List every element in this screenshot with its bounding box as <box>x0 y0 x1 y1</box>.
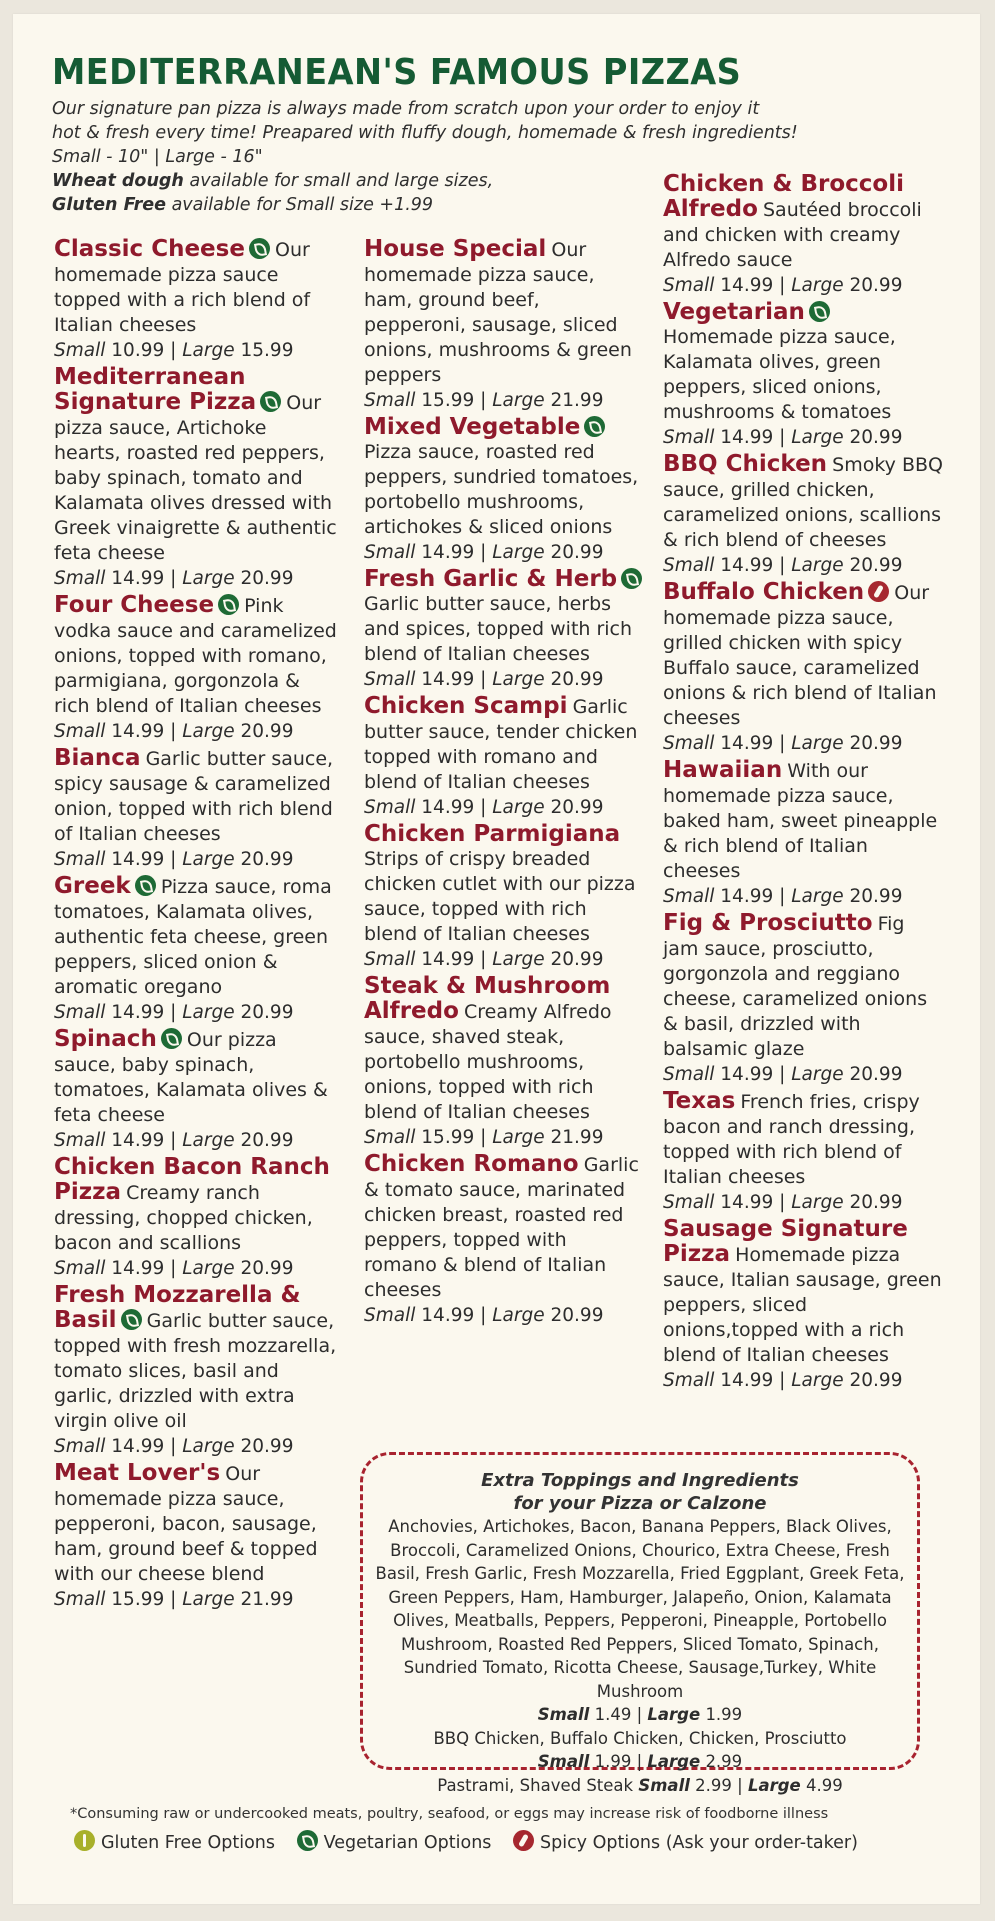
small-label: Small <box>663 1192 715 1213</box>
menu-item-header <box>54 1461 339 1587</box>
menu-item-price <box>364 795 644 820</box>
menu-item-description: Strips of crispy breaded chicken cutlet with our pizza sauce, topped with rich blend of Italian cheeses <box>364 848 636 945</box>
large-label: Large <box>492 390 545 411</box>
menu-item <box>663 758 943 909</box>
menu-item-name: Buffalo Chicken <box>663 579 865 605</box>
large-price: 20.99 <box>849 555 903 576</box>
vegetarian-icon <box>135 875 156 896</box>
menu-item <box>364 974 644 1150</box>
menu-item <box>364 1152 644 1328</box>
price-separator: | <box>773 275 792 296</box>
small-price: 14.99 <box>111 721 165 742</box>
large-label: Large <box>791 275 844 296</box>
small-price: 14.99 <box>720 427 774 448</box>
price-separator: | <box>773 733 792 754</box>
price-separator: | <box>773 1064 792 1085</box>
food-safety-footnote: *Consuming raw or undercooked meats, poultry, seafood, or eggs may increase risk of foodborne illness <box>70 1806 829 1822</box>
menu-item-price <box>364 1303 644 1328</box>
gluten-label: Gluten Free <box>52 195 167 215</box>
small-price: 14.99 <box>720 1370 774 1391</box>
large-label: Large <box>492 1305 545 1326</box>
large-label: Large <box>182 568 235 589</box>
menu-item-description: Our homemade pizza sauce, pepperoni, bacon, sausage, ham, ground beef & topped with our cheese blend <box>54 1463 318 1585</box>
menu-item-header <box>54 746 339 847</box>
gluten-text: available for Small size +1.99 <box>166 195 434 215</box>
menu-item-name: Bianca <box>54 745 141 771</box>
large-label: Large <box>492 949 545 970</box>
large-price: 20.99 <box>550 797 604 818</box>
vegetarian-icon <box>218 594 239 615</box>
large-label: Large <box>647 1752 701 1771</box>
small-price: 14.99 <box>111 1436 165 1457</box>
small-label: Small <box>54 1002 106 1023</box>
small-label: Small <box>54 1436 106 1457</box>
menu-item-name: Chicken Scampi <box>364 693 568 719</box>
menu-item-description: Homemade pizza sauce, Italian sausage, green peppers, sliced onions,topped with a rich blend of Italian cheeses <box>663 1244 942 1366</box>
menu-item-price <box>663 1368 943 1393</box>
menu-item-name: Chicken & Broccoli Alfredo <box>663 171 905 222</box>
small-label: Small <box>364 949 416 970</box>
menu-item-header <box>364 415 644 540</box>
menu-column-3 <box>663 172 943 1395</box>
menu-item-header <box>663 580 943 731</box>
large-label: Large <box>791 886 844 907</box>
menu-item-header <box>54 593 339 719</box>
menu-item-price <box>364 1125 644 1150</box>
menu-item <box>54 1155 339 1281</box>
menu-item-description: Our pizza sauce, baby spinach, tomatoes, Kalamata olives & feta cheese <box>54 1029 328 1126</box>
menu-item-description: Garlic butter sauce, spicy sausage & caramelized onion, topped with rich blend of Italian cheeses <box>54 748 334 845</box>
large-price: 20.99 <box>240 849 294 870</box>
small-label: Small <box>54 1589 106 1610</box>
menu-item-name: Steak & Mushroom Alfredo <box>364 973 611 1024</box>
intro-line-2: hot & fresh every time! Preapared with fluffy dough, homemade & fresh ingredients! <box>52 123 798 143</box>
menu-item-description: Our homemade pizza sauce, ham, ground beef, pepperoni, sausage, sliced onions, mushrooms & green peppers <box>364 239 632 386</box>
menu-item-header <box>663 1089 943 1190</box>
menu-item <box>364 694 644 820</box>
extras-small-price-2: 1.99 <box>594 1752 632 1771</box>
legend-spicy-label: Spicy Options (Ask your order-taker) <box>539 1833 858 1853</box>
menu-item-price <box>663 553 943 578</box>
menu-item-name: Fresh Mozzarella & Basil <box>54 1282 301 1333</box>
extras-large-price-3: 4.99 <box>806 1775 843 1795</box>
vegetarian-icon <box>584 416 605 437</box>
small-price: 10.99 <box>111 340 165 361</box>
menu-item-description: Sautéed broccoli and chicken with creamy Alfredo sauce <box>663 199 922 271</box>
price-separator: | <box>773 886 792 907</box>
large-label: Large <box>182 340 235 361</box>
large-label: Large <box>492 542 545 563</box>
small-price: 14.99 <box>111 1130 165 1151</box>
price-separator: | <box>474 797 493 818</box>
menu-item-header <box>364 237 644 388</box>
large-label: Large <box>182 849 235 870</box>
large-price: 21.99 <box>550 390 604 411</box>
extras-small-price-3: 2.99 <box>695 1775 732 1795</box>
small-label: Small <box>663 427 715 448</box>
small-price: 14.99 <box>421 1305 475 1326</box>
large-label: Large <box>492 669 545 690</box>
price-separator: | <box>474 1127 493 1148</box>
large-label: Large <box>791 555 844 576</box>
menu-item-description: Garlic butter sauce, tender chicken topped with romano and blend of Italian cheeses <box>364 696 638 793</box>
price-separator: | <box>474 390 493 411</box>
menu-item-description: Smoky BBQ sauce, grilled chicken, caramelized onions, scallions & rich blend of cheeses <box>663 454 943 551</box>
menu-item-header <box>54 1283 339 1434</box>
menu-item-header <box>54 1155 339 1256</box>
price-separator: | <box>474 669 493 690</box>
large-price: 20.99 <box>550 542 604 563</box>
menu-item-description: Fig jam sauce, prosciutto, gorgonzola and reggiano cheese, caramelized onions & basil, drizzled with balsamic glaze <box>663 913 928 1060</box>
menu-item <box>54 237 339 363</box>
large-label: Large <box>492 797 545 818</box>
menu-item-description: With our homemade pizza sauce, baked ham, sweet pineapple & rich blend of Italian cheeses <box>663 760 938 882</box>
small-label: Small <box>54 849 106 870</box>
small-price: 14.99 <box>720 733 774 754</box>
menu-item-name: Chicken Bacon Ranch Pizza <box>54 1154 330 1205</box>
large-price: 20.99 <box>550 1305 604 1326</box>
price-separator: | <box>474 949 493 970</box>
large-price: 20.99 <box>240 1258 294 1279</box>
large-label: Large <box>647 1705 701 1724</box>
menu-item <box>364 822 644 972</box>
legend-spicy <box>513 1830 858 1853</box>
menu-column-1 <box>54 237 339 1614</box>
extras-large-price-1: 1.99 <box>705 1705 743 1724</box>
large-price: 20.99 <box>849 275 903 296</box>
price-separator: | <box>164 1589 183 1610</box>
vegetarian-icon <box>249 238 270 259</box>
menu-item-header <box>364 822 644 947</box>
menu-item-description: Pizza sauce, roasted red peppers, sundried tomatoes, portobello mushrooms, artichokes & sliced onions <box>364 441 639 538</box>
large-label: Large <box>182 1002 235 1023</box>
small-label: Small <box>663 275 715 296</box>
menu-item-price <box>54 1587 339 1612</box>
intro-sizes: Small - 10" | Large - 16" <box>52 147 263 167</box>
small-price: 14.99 <box>111 1258 165 1279</box>
price-separator: | <box>773 555 792 576</box>
menu-item-description: Our pizza sauce, Artichoke hearts, roasted red peppers, baby spinach, tomato and Kalamata olives dressed with Greek vinaigrette & authentic feta cheese <box>54 392 337 564</box>
menu-item <box>54 1283 339 1459</box>
menu-item-price <box>54 566 339 591</box>
large-label: Large <box>791 1370 844 1391</box>
price-separator: | <box>164 1436 183 1457</box>
menu-item-header <box>54 1027 339 1128</box>
extra-toppings-box <box>360 1452 920 1795</box>
menu-item <box>364 415 644 565</box>
menu-item <box>663 911 943 1087</box>
extras-list-3-row: Pastrami, Shaved Steak Small 2.99 | Large 4.99 <box>437 1775 843 1795</box>
menu-item-name: Sausage Signature Pizza <box>663 1216 908 1267</box>
menu-item-description: Our homemade pizza sauce, grilled chicken with spicy Buffalo sauce, caramelized onions & rich blend of Italian cheeses <box>663 582 937 729</box>
menu-item-name: Four Cheese <box>54 592 215 618</box>
small-label: Small <box>638 1775 690 1795</box>
small-price: 14.99 <box>720 555 774 576</box>
large-label: Large <box>182 1436 235 1457</box>
menu-item-description: Pink vodka sauce and caramelized onions, topped with romano, parmigiana, gorgonzola & rich blend of Italian cheeses <box>54 595 337 717</box>
menu-item-name: Vegetarian <box>663 299 805 325</box>
large-price: 21.99 <box>240 1589 294 1610</box>
large-label: Large <box>791 733 844 754</box>
menu-item-description: Garlic & tomato sauce, marinated chicken breast, roasted red peppers, topped with romano & blend of Italian cheeses <box>364 1154 639 1301</box>
menu-item-description: Creamy ranch dressing, chopped chicken, bacon and scallions <box>54 1182 313 1254</box>
small-label: Small <box>537 1705 590 1724</box>
menu-item-price <box>663 731 943 756</box>
menu-item-header <box>364 694 644 795</box>
small-label: Small <box>364 542 416 563</box>
menu-item-description: Garlic butter sauce, herbs and spices, topped with rich blend of Italian cheeses <box>364 593 633 665</box>
menu-item-header <box>663 911 943 1062</box>
menu-item-name: Mediterranean Signature Pizza <box>54 364 257 415</box>
small-price: 14.99 <box>421 949 475 970</box>
vegetarian-icon <box>121 1309 142 1330</box>
spicy-icon <box>513 1830 534 1851</box>
vegetarian-icon <box>809 301 830 322</box>
menu-item <box>54 593 339 744</box>
menu-item-header <box>663 172 943 273</box>
large-price: 15.99 <box>240 340 294 361</box>
menu-item-name: Mixed Vegetable <box>364 414 581 440</box>
menu-item-price <box>663 273 943 298</box>
legend-gluten-label: Gluten Free Options <box>101 1833 276 1853</box>
menu-item-name: Classic Cheese <box>54 236 245 262</box>
small-label: Small <box>663 555 715 576</box>
price-separator: | <box>773 427 792 448</box>
price-separator: | <box>474 1305 493 1326</box>
menu-item-price <box>364 947 644 972</box>
menu-item-header <box>663 300 943 425</box>
large-price: 20.99 <box>849 733 903 754</box>
menu-item-name: House Special <box>364 236 547 262</box>
menu-item-header <box>364 567 644 667</box>
menu-item <box>663 172 943 298</box>
menu-item-header <box>364 974 644 1125</box>
vegetarian-icon <box>621 568 642 589</box>
small-label: Small <box>364 390 416 411</box>
small-price: 14.99 <box>421 669 475 690</box>
menu-item-header <box>54 874 339 1000</box>
extras-list-3: Pastrami, Shaved Steak <box>437 1775 634 1795</box>
menu-item-description: Pizza sauce, roma tomatoes, Kalamata olives, authentic feta cheese, green peppers, sliced onion & aromatic oregano <box>54 876 332 998</box>
large-label: Large <box>182 1258 235 1279</box>
legend-vegetarian <box>297 1830 492 1853</box>
small-label: Small <box>663 886 715 907</box>
small-label: Small <box>364 1127 416 1148</box>
small-label: Small <box>537 1752 590 1771</box>
vegetarian-icon <box>161 1028 182 1049</box>
menu-item-name: Chicken Romano <box>364 1151 579 1177</box>
menu-item <box>663 300 943 450</box>
menu-item-price <box>54 1256 339 1281</box>
menu-item-header <box>663 452 943 553</box>
menu-item-description: Creamy Alfredo sauce, shaved steak, portobello mushrooms, onions, topped with rich blend of Italian cheeses <box>364 1001 612 1123</box>
menu-item-description: Homemade pizza sauce, Kalamata olives, green peppers, sliced onions, mushrooms & tomatoes <box>663 326 896 423</box>
extras-small-price-1: 1.49 <box>594 1705 632 1724</box>
menu-item-header <box>663 758 943 884</box>
menu-item-price <box>54 847 339 872</box>
small-price: 14.99 <box>421 797 475 818</box>
spicy-icon <box>868 581 889 602</box>
small-label: Small <box>54 568 106 589</box>
small-label: Small <box>54 340 106 361</box>
extras-list-2: BBQ Chicken, Buffalo Chicken, Chicken, Prosciutto <box>433 1728 847 1748</box>
large-label: Large <box>182 1589 235 1610</box>
menu-item <box>663 580 943 756</box>
menu-item-price <box>663 425 943 450</box>
small-label: Small <box>54 1258 106 1279</box>
large-label: Large <box>791 1192 844 1213</box>
small-label: Small <box>663 733 715 754</box>
menu-item <box>364 567 644 692</box>
small-label: Small <box>663 1370 715 1391</box>
gluten-free-icon <box>74 1830 95 1851</box>
menu-item-price <box>663 1062 943 1087</box>
price-separator: | <box>164 721 183 742</box>
small-label: Small <box>54 721 106 742</box>
small-price: 15.99 <box>421 390 475 411</box>
menu-item <box>54 874 339 1025</box>
menu-item <box>54 365 339 591</box>
vegetarian-icon <box>260 391 281 412</box>
large-price: 20.99 <box>550 669 604 690</box>
menu-item <box>663 452 943 578</box>
large-label: Large <box>492 1127 545 1148</box>
extras-price-1: Small 1.49 | Large 1.99 <box>537 1705 743 1724</box>
large-price: 20.99 <box>240 1002 294 1023</box>
menu-item-price <box>54 1000 339 1025</box>
legend-vegetarian-label: Vegetarian Options <box>323 1833 492 1853</box>
price-separator: | <box>164 1258 183 1279</box>
small-price: 14.99 <box>720 1192 774 1213</box>
menu-item-price <box>364 388 644 413</box>
large-price: 20.99 <box>849 1370 903 1391</box>
extras-heading-1: Extra Toppings and Ingredients <box>481 1470 799 1491</box>
menu-item <box>54 746 339 872</box>
large-price: 20.99 <box>849 886 903 907</box>
small-price: 14.99 <box>720 886 774 907</box>
extras-large-price-2: 2.99 <box>705 1752 743 1771</box>
small-label: Small <box>663 1064 715 1085</box>
menu-item <box>663 1217 943 1393</box>
small-label: Small <box>364 797 416 818</box>
wheat-text: available for small and large sizes, <box>183 171 494 191</box>
menu-item-header <box>364 1152 644 1303</box>
menu-item-name: Fresh Garlic & Herb <box>364 566 618 592</box>
large-price: 20.99 <box>849 427 903 448</box>
large-price: 20.99 <box>240 721 294 742</box>
price-separator: | <box>164 1130 183 1151</box>
menu-item-price <box>663 1190 943 1215</box>
small-price: 15.99 <box>421 1127 475 1148</box>
price-separator: | <box>164 849 183 870</box>
large-price: 20.99 <box>849 1064 903 1085</box>
menu-item-price <box>663 884 943 909</box>
menu-item-header <box>54 365 339 566</box>
menu-column-2 <box>364 237 644 1330</box>
large-price: 20.99 <box>550 949 604 970</box>
large-price: 20.99 <box>849 1192 903 1213</box>
extras-heading-2: for your Pizza or Calzone <box>513 1493 767 1514</box>
menu-item-price <box>54 338 339 363</box>
menu-item-header <box>663 1217 943 1368</box>
page-title: MEDITERRANEAN'S FAMOUS PIZZAS <box>52 52 742 93</box>
large-label: Large <box>182 1130 235 1151</box>
menu-item-name: Greek <box>54 873 131 899</box>
price-separator: | <box>474 542 493 563</box>
extras-price-2: Small 1.99 | Large 2.99 <box>537 1752 743 1771</box>
menu-item <box>364 237 644 413</box>
menu-item-price <box>54 1128 339 1153</box>
extras-list: Anchovies, Artichokes, Bacon, Banana Peppers, Black Olives, Broccoli, Caramelized Onions, Chourico, Extra Cheese, Fresh Basil, Fresh Garlic, Fresh Mozzarella, Fried Eggplant, Greek Feta, Green Peppers, Ham, Hamburger, Jalapeño, Onion, Kalamata Olives, Meatballs, Peppers, Pepperoni, Pineapple, Portobello Mushroom, Roasted Red Peppers, Sliced Tomato, Spinach, Sundried Tomato, Ricotta Cheese, Sausage,Turkey, White Mushroom <box>375 1517 905 1701</box>
menu-item-name: Fig & Prosciutto <box>663 910 873 936</box>
menu-item-description: French fries, crispy bacon and ranch dressing, topped with rich blend of Italian cheeses <box>663 1091 920 1188</box>
menu-item <box>54 1027 339 1153</box>
small-label: Small <box>364 1305 416 1326</box>
menu-item-name: Meat Lover's <box>54 1460 221 1486</box>
small-price: 14.99 <box>421 542 475 563</box>
menu-item-name: Texas <box>663 1088 736 1114</box>
menu-item-price <box>54 1434 339 1459</box>
wheat-label: Wheat dough <box>52 171 184 191</box>
menu-item-name: BBQ Chicken <box>663 451 828 477</box>
menu-item-price <box>364 540 644 565</box>
large-label: Large <box>791 427 844 448</box>
price-separator: | <box>773 1192 792 1213</box>
large-price: 20.99 <box>240 1436 294 1457</box>
large-label: Large <box>791 1064 844 1085</box>
small-price: 14.99 <box>111 568 165 589</box>
menu-item-header <box>54 237 339 338</box>
small-price: 14.99 <box>111 1002 165 1023</box>
small-label: Small <box>364 669 416 690</box>
menu-item-name: Chicken Parmigiana <box>364 821 621 847</box>
small-price: 14.99 <box>720 275 774 296</box>
large-label: Large <box>182 721 235 742</box>
price-separator: | <box>164 1002 183 1023</box>
legend <box>74 1830 874 1853</box>
vegetarian-icon <box>297 1830 318 1851</box>
small-price: 14.99 <box>111 849 165 870</box>
large-label: Large <box>747 1775 801 1795</box>
small-label: Small <box>54 1130 106 1151</box>
small-price: 15.99 <box>111 1589 165 1610</box>
menu-item-price <box>364 667 644 692</box>
price-separator: | <box>773 1370 792 1391</box>
legend-gluten-free <box>74 1830 275 1853</box>
intro-line-1: Our signature pan pizza is always made from scratch upon your order to enjoy it <box>52 99 760 119</box>
menu-item-name: Spinach <box>54 1026 157 1052</box>
menu-item <box>54 1461 339 1612</box>
menu-item-description: Our homemade pizza sauce topped with a rich blend of Italian cheeses <box>54 239 311 336</box>
small-price: 14.99 <box>720 1064 774 1085</box>
large-price: 20.99 <box>240 1130 294 1151</box>
menu-item-description: Garlic butter sauce, topped with fresh mozzarella, tomato slices, basil and garlic, drizzled with extra virgin olive oil <box>54 1310 337 1432</box>
menu-item-price <box>54 719 339 744</box>
price-separator: | <box>164 340 183 361</box>
price-separator: | <box>164 568 183 589</box>
large-price: 20.99 <box>240 568 294 589</box>
menu-item-name: Hawaiian <box>663 757 783 783</box>
large-price: 21.99 <box>550 1127 604 1148</box>
menu-item <box>663 1089 943 1215</box>
